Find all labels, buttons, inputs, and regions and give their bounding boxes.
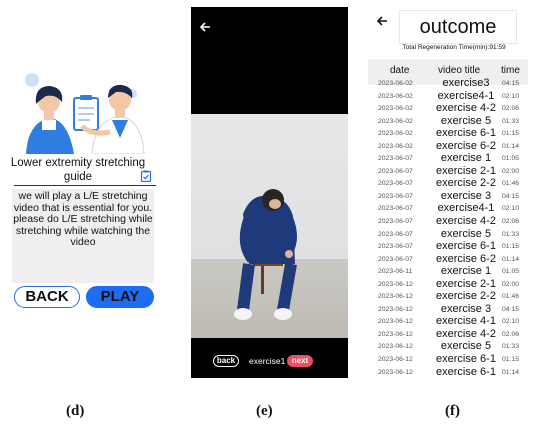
row-date: 2023-06-02 <box>378 92 413 100</box>
row-video-title: exercise 2-1 <box>436 277 496 290</box>
table-row <box>368 202 528 215</box>
row-date: 2023-06-12 <box>378 343 413 351</box>
table-row <box>368 278 528 291</box>
video-next-button[interactable]: next <box>287 355 313 367</box>
table-row <box>368 90 528 103</box>
row-time: 04:15 <box>502 305 520 313</box>
row-video-title: exercise 6-2 <box>436 139 496 152</box>
table-row <box>368 115 528 128</box>
row-date: 2023-06-02 <box>378 117 413 125</box>
row-date: 2023-06-07 <box>378 155 413 163</box>
current-exercise-label: exercise1 <box>249 356 286 366</box>
row-time: 01:15 <box>502 243 520 251</box>
video-player-screen <box>191 7 348 378</box>
row-date: 2023-06-02 <box>378 105 413 113</box>
table-row <box>368 190 528 203</box>
row-time: 01:15 <box>502 130 520 138</box>
video-frame-person-stretching <box>191 114 348 338</box>
row-video-title: exercise4-1 <box>437 202 495 215</box>
row-time: 04:15 <box>502 80 520 87</box>
row-time: 01:14 <box>502 255 520 263</box>
row-time: 01:05 <box>502 268 520 276</box>
row-time: 01:33 <box>502 230 520 238</box>
row-date: 2023-06-02 <box>378 142 413 150</box>
row-time: 01:14 <box>502 368 520 376</box>
total-regeneration-time: Total Regeneration Time(min):91:59 <box>402 44 506 51</box>
table-row <box>368 102 528 115</box>
video-back-button[interactable]: back <box>213 355 239 367</box>
row-video-title: exercise 4-2 <box>436 215 496 228</box>
row-video-title: exercise 3 <box>440 302 492 315</box>
row-video-title: exercise3 <box>442 77 490 89</box>
row-date: 2023-06-07 <box>378 243 413 251</box>
play-button[interactable]: PLAY <box>86 286 154 308</box>
table-row <box>368 353 528 366</box>
row-date: 2023-06-11 <box>378 268 413 276</box>
exercise-video[interactable] <box>191 114 348 338</box>
table-row <box>368 127 528 140</box>
row-video-title: exercise 6-1 <box>436 365 496 378</box>
row-video-title: exercise 3 <box>440 189 492 202</box>
page-title: outcome <box>399 10 517 44</box>
row-time: 02:06 <box>502 330 520 338</box>
table-row <box>368 152 528 165</box>
table-row <box>368 228 528 241</box>
doctor-consultation-illustration <box>16 64 146 154</box>
row-video-title: exercise 1 <box>440 152 492 165</box>
row-video-title: exercise 5 <box>440 227 492 240</box>
row-time: 01:46 <box>502 180 520 188</box>
row-date: 2023-06-07 <box>378 255 413 263</box>
row-time: 02:10 <box>502 205 520 213</box>
row-video-title: exercise 4-2 <box>436 327 496 340</box>
row-time: 04:15 <box>502 192 520 200</box>
stretching-guide-screen <box>4 58 156 312</box>
table-row <box>368 328 528 341</box>
row-video-title: exercise 5 <box>440 114 492 127</box>
caption-d: (d) <box>66 403 85 419</box>
row-time: 02:10 <box>502 318 520 326</box>
row-video-title: exercise 4-2 <box>436 102 496 115</box>
guide-description: we will play a L/E stretching video that is essential for you. please do L/E stretching while stretching while watching the video <box>12 189 154 283</box>
row-date: 2023-06-12 <box>378 305 413 313</box>
arrow-left-icon[interactable] <box>199 21 211 33</box>
row-video-title: exercise 5 <box>440 340 492 353</box>
row-date: 2023-06-12 <box>378 368 413 376</box>
row-date: 2023-06-07 <box>378 192 413 200</box>
row-time: 01:14 <box>502 142 520 150</box>
row-video-title: exercise 6-1 <box>436 240 496 253</box>
table-row <box>368 290 528 303</box>
header-date: date <box>390 65 410 76</box>
row-date: 2023-06-07 <box>378 230 413 238</box>
row-date: 2023-06-12 <box>378 280 413 288</box>
arrow-left-icon[interactable] <box>376 15 388 27</box>
header-video-title: video title <box>438 65 481 76</box>
row-date: 2023-06-07 <box>378 167 413 175</box>
row-time: 01:15 <box>502 356 520 364</box>
row-date: 2023-06-12 <box>378 318 413 326</box>
row-time: 01:33 <box>502 117 520 125</box>
row-time: 01:05 <box>502 155 520 163</box>
table-row <box>368 140 528 153</box>
caption-f: (f) <box>445 403 460 419</box>
row-date: 2023-06-02 <box>378 130 413 138</box>
row-date: 2023-06-07 <box>378 180 413 188</box>
table-row <box>368 303 528 316</box>
row-date: 2023-06-02 <box>378 80 413 87</box>
row-video-title: exercise 6-1 <box>436 353 496 366</box>
row-date: 2023-06-12 <box>378 356 413 364</box>
video-controls <box>191 353 348 371</box>
table-row <box>368 240 528 253</box>
row-time: 02:00 <box>502 167 520 175</box>
clipboard-check-icon <box>140 170 152 182</box>
table-row <box>368 253 528 266</box>
row-date: 2023-06-07 <box>378 218 413 226</box>
row-time: 02:00 <box>502 280 520 288</box>
row-date: 2023-06-07 <box>378 205 413 213</box>
guide-title: Lower extremity stretching guide <box>10 157 146 183</box>
row-date: 2023-06-12 <box>378 293 413 301</box>
header-time: time <box>501 65 520 76</box>
row-video-title: exercise 2-1 <box>436 164 496 177</box>
table-row <box>368 215 528 228</box>
row-video-title: exercise 6-1 <box>436 127 496 140</box>
row-video-title: exercise 6-2 <box>436 252 496 265</box>
table-row <box>368 177 528 190</box>
row-video-title: exercise 1 <box>440 265 492 278</box>
row-time: 02:06 <box>502 218 520 226</box>
row-time: 01:46 <box>502 293 520 301</box>
table-row <box>368 340 528 353</box>
row-time: 02:10 <box>502 92 520 100</box>
table-row <box>368 165 528 178</box>
outcome-table-body[interactable] <box>368 77 528 378</box>
row-video-title: exercise 4-1 <box>436 315 496 328</box>
row-video-title: exercise 2-2 <box>436 177 496 190</box>
row-video-title: exercise4-1 <box>437 89 495 102</box>
row-date: 2023-06-12 <box>378 330 413 338</box>
row-time: 01:33 <box>502 343 520 351</box>
back-button[interactable]: BACK <box>14 286 80 308</box>
title-underline <box>14 185 156 186</box>
caption-e: (e) <box>256 403 273 419</box>
table-row <box>368 366 528 379</box>
row-time: 02:06 <box>502 105 520 113</box>
row-video-title: exercise 2-2 <box>436 290 496 303</box>
table-row <box>368 265 528 278</box>
table-row <box>368 315 528 328</box>
table-row <box>368 77 528 90</box>
outcome-screen <box>368 7 528 389</box>
